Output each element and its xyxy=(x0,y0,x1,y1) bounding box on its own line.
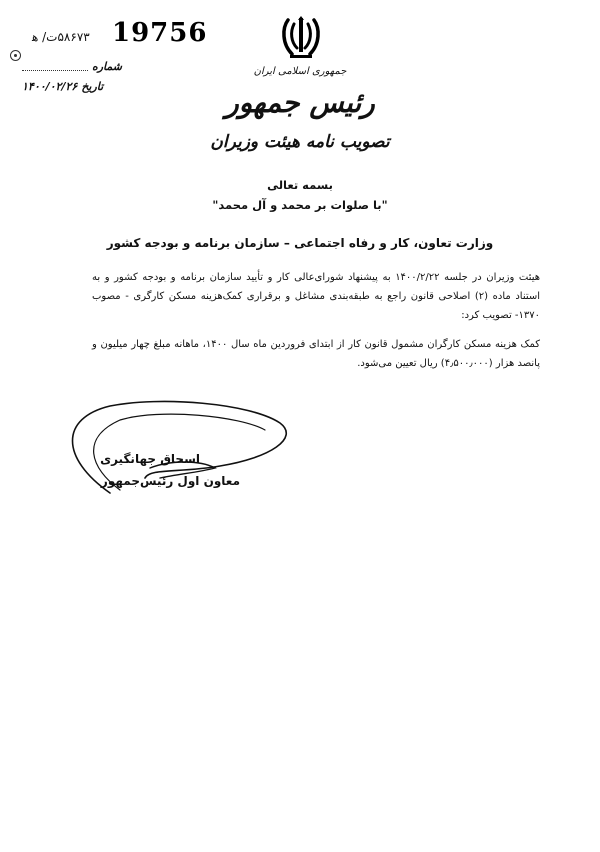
number-value xyxy=(22,62,88,71)
date-label: تاریخ xyxy=(81,80,104,93)
signer-name: اسحاق جهانگیری xyxy=(100,452,200,466)
number-label: شماره xyxy=(91,60,122,73)
decree-paragraph-1: هیئت وزیران در جلسه ۱۴۰۰/۲/۲۲ به پیشنهاد شورای‌عالی کار و تأیید سازمان برنامه و بودجه کشور و به استناد ماده (۲) اصلاحی قانون راجع به طبقه‌بندی مشاغل و برقراری کمک‌هزینه مسکن کارگری - مصوب ۱۳۷۰- تصویب کرد: xyxy=(92,272,541,321)
date-field-row xyxy=(22,80,132,93)
decree-paragraph-2: کمک هزینه مسکن کارگران مشمول قانون کار از ابتدای فروردین ماه سال ۱۴۰۰، ماهانه مبلغ چهار میلیون و پانصد هزار (۴٫۵۰۰٫۰۰۰) ریال تعیین می‌شود. xyxy=(92,339,540,369)
president-heading: رئیس جمهور xyxy=(225,86,375,119)
date-value: ۱۴۰۰/۰۲/۲۶ xyxy=(22,80,78,93)
bismillah-line: بسمه تعالی xyxy=(267,178,333,192)
signer-title: معاون اول رئیس‌جمهور xyxy=(100,474,240,488)
punch-hole-center xyxy=(14,54,17,57)
number-field-row xyxy=(22,60,122,73)
republic-heading: جمهوری اسلامی ایران xyxy=(253,66,347,77)
recipients-line: وزارت تعاون، کار و رفاه اجتماعی – سازمان برنامه و بودجه کشور xyxy=(106,236,494,250)
letter-number: ۵۸۶۷۳ت/ ه‍ xyxy=(32,30,90,44)
iran-emblem-icon xyxy=(280,14,322,60)
handwritten-registration-number: 19756 xyxy=(112,18,208,48)
salawat-line: "با صلوات بر محمد و آل محمد" xyxy=(212,198,388,212)
cabinet-heading: تصویب نامه هیئت وزیران xyxy=(210,132,390,152)
